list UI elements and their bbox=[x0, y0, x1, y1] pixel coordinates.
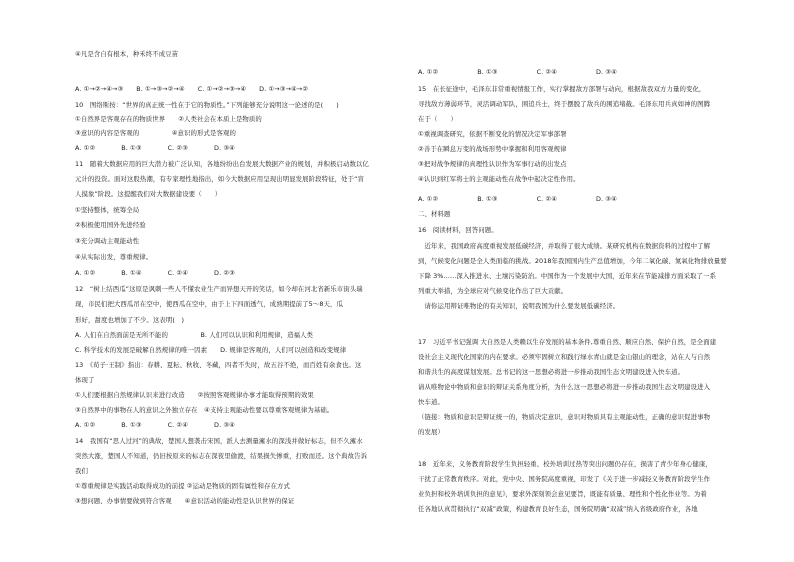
q17-question-1: 请从唯物论中物质和意识的辩证关系角度分析，为什么这一思想必将进一步推动我国生态文明建设进入 bbox=[418, 383, 711, 391]
q15-options: A. ①② B. ①③ C. ②④ D. ③④ bbox=[418, 195, 617, 203]
q11-item-3: ③充分调动主观能动性 bbox=[75, 237, 140, 245]
q13-options: A. ①② B. ①③ C. ②④ D. ③④ bbox=[75, 421, 235, 429]
q16-question: 请你运用辩证唯物论的有关知识，说明我国为什么要发展低碳经济。 bbox=[418, 302, 620, 310]
q13-items-2: ③自然界中的事物在人的意识之外独立存在 ④支持主观能动性要以尊重客观规律为基础。 bbox=[75, 406, 334, 414]
q13-items-1: ①人们要根据自然规律认识来进行改造 ②按照客观规律办事才能取得预期的效果 bbox=[75, 391, 314, 399]
q13-stem-2: 体现了 bbox=[75, 376, 95, 384]
section-2-heading: 二、材料题 bbox=[418, 210, 451, 218]
q15-stem-3: 在于（ ） bbox=[418, 115, 457, 123]
q17-link-2: 的发展） bbox=[418, 428, 444, 436]
q15-item-4: ④认识到红军将士的主观能动性在战争中起决定性作用。 bbox=[418, 175, 580, 183]
q16-material-4: 列重大举措，为全球应对气候变化作出了巨大贡献。 bbox=[418, 287, 568, 295]
q17-link-1: （链接：物质和意识是辩证统一的，物质决定意识，意识对物质具有主观能动性，正确的意识促进事物 bbox=[418, 413, 711, 421]
q11-item-4: ④从实际出发，尊重规律。 bbox=[75, 253, 153, 261]
q10-items-1: ①自然界是客观存在的物质世界 ②人类社会在本质上是物质的 bbox=[75, 115, 262, 123]
q11-item-2: ②积极使用国外先进经验 bbox=[75, 221, 146, 229]
q14-stem-3: 我们 bbox=[75, 467, 88, 475]
q18-material-2: 干扰了正常教育秩序。对此，党中央、国务院高度重视，印发了《关于进一步减轻义务教育阶段学生作 bbox=[418, 475, 711, 483]
q17-material-1: 17 习近平书记强调 大自然是人类赖以生存发展的基本条件,尊重自然、顺应自然、保护自然，是全面建 bbox=[418, 338, 717, 346]
q12-stem-1: 12 “树上结西瓜”这原是讽刺一些人不懂农业生产而异想天开的笑话，如今却在河北省新乐市街头瑞 bbox=[75, 285, 363, 293]
q14-stem-1: 14 我国有“思人过河”的典故，楚国人想袭击宋国，派人去测量澭水的深浅并做好标志，但不久澭水 bbox=[75, 437, 363, 445]
q9-options: A. ①→②→④→③ B. ①→③→②→④ C. ①→②→③→④ D. ①→③→④→② bbox=[75, 85, 309, 93]
q11-item-1: ①坚持整体，统筹全局 bbox=[75, 206, 140, 214]
q11-stem-1: 11 随着大数据应用的巨大潜力被广泛认知，各地纷纷出台发展大数据产业的规划，并积极启动数以亿 bbox=[75, 160, 369, 168]
q15-item-3: ③把对战争规律的真理性认识作为军事行动的出发点 bbox=[418, 160, 567, 168]
left-column bbox=[75, 0, 415, 562]
q18-material-3: 业负担和校外培训负担的意见》，要求外深刻领会意见要旨，既能有质量、理性和个性化作业等。为着 bbox=[418, 490, 707, 498]
q12-options-cd: C. 科学技术的发展是破解自然规律的唯一因素 D. 规律是客观的，人们可以创造和改变规律 bbox=[75, 346, 347, 354]
q12-stem-3: 形好，甜度也增加了不少。这表明( ) bbox=[75, 316, 185, 324]
q17-material-2: 设社会主义现代化国家的内在要求。必须牢固树立和践行绿水青山就是金山银山的理念，站在人与自然 bbox=[418, 353, 711, 361]
q14-options: A. ①② B. ①③ C. ②④ D. ③④ bbox=[418, 68, 617, 76]
q16-material-2: 到，气候变化问题是全人类面临的挑战。2018年我国国内生产总值增加，今年二氧化碳、氮氧化物排放量要 bbox=[418, 257, 727, 265]
q16-stem: 16 阅读材料，回答问题。 bbox=[418, 226, 498, 234]
q12-options-ab: A. 人们在自然面前是无所不能的 B. 人们可以认识和利用规律，造福人类 bbox=[75, 331, 314, 339]
q15-item-2: ②善于在瞬息万变的战场形势中掌握和利用客观规律 bbox=[418, 145, 567, 153]
q17-material-3: 和谐共生的高度谋划发展。总书记的这一思想必将进一步推动我国生态文明建设进入快车道。 bbox=[418, 368, 685, 376]
q11-options: A. ①② B. ①④ C. ②④ D. ②③ bbox=[75, 269, 235, 277]
q9-item-4: ④凡是含自有根本，种禾终不成豆苗 bbox=[75, 50, 179, 58]
q18-material-1: 18 近年来，义务教育阶段学生负担轻重、校外培训过热等突出问题仍存在，损害了青少年身心健康， bbox=[418, 460, 712, 468]
q15-item-1: ①重视调查研究，依据不断变化的情况决定军事部署 bbox=[418, 130, 567, 138]
q11-stem-3: 人摸象”阶段。这提醒我们对大数据建设要（ ） bbox=[75, 190, 222, 198]
q13-stem-1: 13 《荀子·王制》指出：春耕、夏耘、秋收、冬藏，四者不失时，故五谷不绝，而百姓有余食也。这 bbox=[75, 361, 362, 369]
q15-stem-1: 15 在长征途中，毛泽东非常重视情报工作，实行掌握敌方部署与动向，根据敌我双方力量的变化， bbox=[418, 85, 706, 93]
q18-material-4: 任各地认真贯彻执行“双减”政策，构建教育良好生态，国务院明确“双减”纳入省级政府作业，各地 bbox=[418, 505, 698, 513]
q17-question-2: 快车道。 bbox=[418, 398, 444, 406]
q14-stem-2: 突然大涨，楚国人不知道，仍旧按原来的标志在深夜里偷渡，结果损失惨重，打败而还。这个典故告诉 bbox=[75, 452, 368, 460]
q15-stem-2: 寻找敌方薄弱环节，灵活调动军队，围追兵士，终于摆脱了敌兵的围追堵截。毛泽东用兵真如神的图腾 bbox=[418, 100, 711, 108]
q14-items-1: ①尊重规律是实践活动取得成功的前提 ②运动是物质的固有属性和存在方式 bbox=[75, 482, 290, 490]
right-column bbox=[418, 0, 758, 562]
q16-material-3: 下降 3%……深入推进水、土壤污染防治。中国作为一个发展中大国，近年来在节能减排方面采取了一系 bbox=[418, 272, 717, 280]
q11-stem-2: 元计的投资。面对这股热潮，有专家理性地指出，如今大数据应用呈现出明显发展阶段特征，处于“盲 bbox=[75, 175, 364, 183]
q10-options: A. ①② B. ①③ C. ②③ D. ③④ bbox=[75, 144, 235, 152]
q16-material-1: 近年来，我国政府高度重视发展低碳经济，并取得了很大成绩。某研究机构在数据资料的过程中了解 bbox=[418, 242, 711, 250]
q14-items-2: ③想问题、办事情要做到符合客观 ④意识活动的能动性是认识世界的保证 bbox=[75, 497, 295, 505]
q10-items-2: ③意识的内容是客观的 ④意识的形式是客观的 bbox=[75, 129, 236, 137]
q12-stem-2: 现，市民们把大西瓜吊在空中，使西瓜在空中，由于上下四面透气，成熟期提前了5～8天，瓜 bbox=[75, 300, 343, 308]
q10-stem: 10 图络斯按：“世界的真正统一性在于它的物质性。”下列能够充分说明这一论述的是( ) bbox=[75, 101, 339, 109]
